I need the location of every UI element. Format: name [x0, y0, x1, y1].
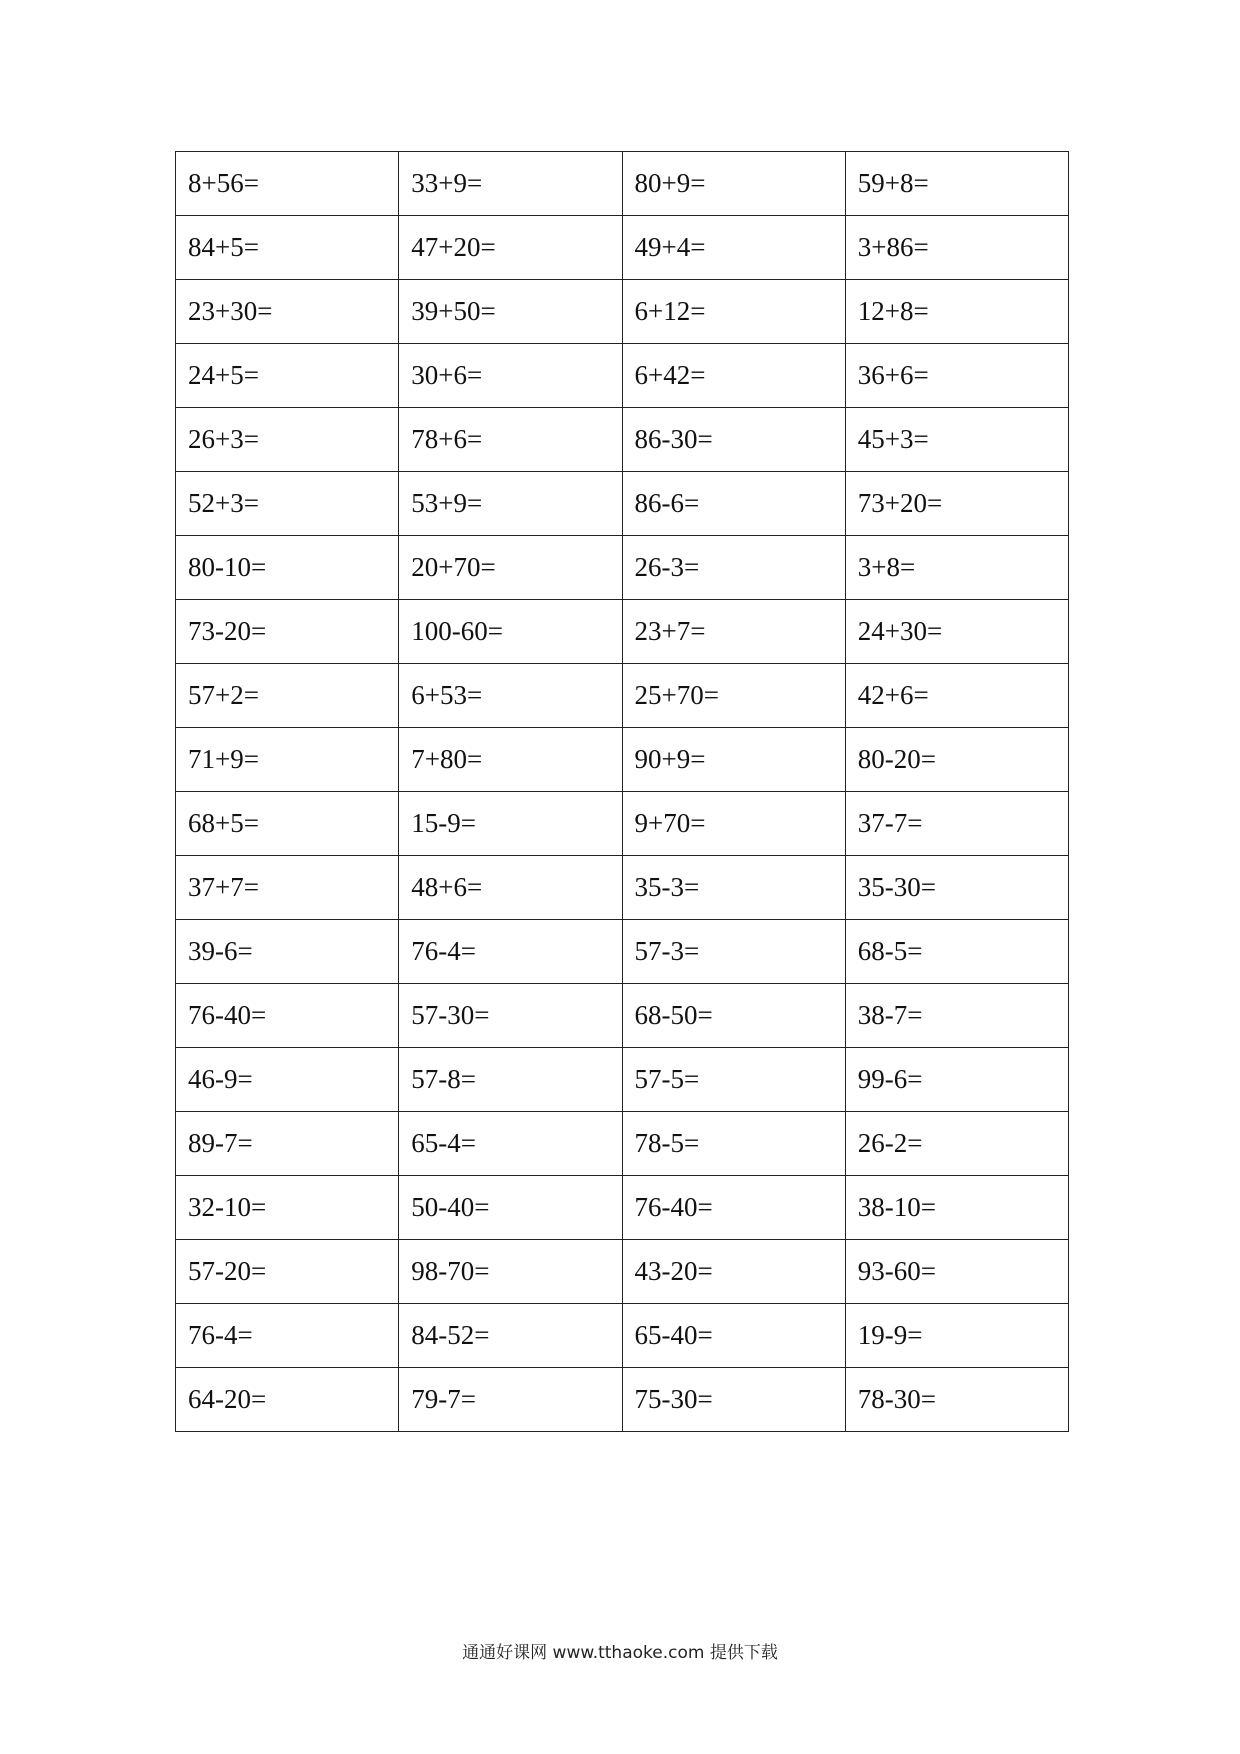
problem-cell: 100-60= — [399, 600, 622, 664]
problem-cell: 68+5= — [176, 792, 399, 856]
problem-cell: 86-30= — [622, 408, 845, 472]
problem-cell: 78-5= — [622, 1112, 845, 1176]
problem-cell: 19-9= — [845, 1304, 1068, 1368]
problem-cell: 24+5= — [176, 344, 399, 408]
problem-cell: 45+3= — [845, 408, 1068, 472]
problem-cell: 42+6= — [845, 664, 1068, 728]
table-row — [176, 408, 1069, 472]
problem-cell: 38-7= — [845, 984, 1068, 1048]
problem-cell: 8+56= — [176, 152, 399, 216]
problem-cell: 57-3= — [622, 920, 845, 984]
problem-cell: 30+6= — [399, 344, 622, 408]
problem-cell: 57-5= — [622, 1048, 845, 1112]
problem-cell: 65-40= — [622, 1304, 845, 1368]
table-row — [176, 1112, 1069, 1176]
table-row — [176, 1048, 1069, 1112]
problem-cell: 65-4= — [399, 1112, 622, 1176]
problem-cell: 23+7= — [622, 600, 845, 664]
table-row — [176, 1176, 1069, 1240]
problem-cell: 64-20= — [176, 1368, 399, 1432]
problem-cell: 76-40= — [176, 984, 399, 1048]
table-row — [176, 984, 1069, 1048]
problem-cell: 37+7= — [176, 856, 399, 920]
table-row — [176, 664, 1069, 728]
table-row — [176, 600, 1069, 664]
problem-cell: 12+8= — [845, 280, 1068, 344]
problem-cell: 25+70= — [622, 664, 845, 728]
problem-cell: 98-70= — [399, 1240, 622, 1304]
problem-cell: 26-2= — [845, 1112, 1068, 1176]
table-row — [176, 536, 1069, 600]
problem-cell: 49+4= — [622, 216, 845, 280]
problem-cell: 73-20= — [176, 600, 399, 664]
table-row — [176, 1240, 1069, 1304]
problem-cell: 36+6= — [845, 344, 1068, 408]
table-row — [176, 1304, 1069, 1368]
problem-cell: 84+5= — [176, 216, 399, 280]
problem-cell: 15-9= — [399, 792, 622, 856]
problem-cell: 20+70= — [399, 536, 622, 600]
table-row — [176, 344, 1069, 408]
problem-cell: 24+30= — [845, 600, 1068, 664]
problem-cell: 93-60= — [845, 1240, 1068, 1304]
problem-cell: 57-8= — [399, 1048, 622, 1112]
problem-cell: 78+6= — [399, 408, 622, 472]
problem-cell: 6+12= — [622, 280, 845, 344]
problem-cell: 26+3= — [176, 408, 399, 472]
table-row — [176, 472, 1069, 536]
problem-cell: 3+8= — [845, 536, 1068, 600]
problem-cell: 84-52= — [399, 1304, 622, 1368]
problem-cell: 26-3= — [622, 536, 845, 600]
problem-cell: 46-9= — [176, 1048, 399, 1112]
table-row — [176, 216, 1069, 280]
table-row — [176, 152, 1069, 216]
problem-cell: 6+42= — [622, 344, 845, 408]
problem-cell: 80+9= — [622, 152, 845, 216]
footer-credit: 通通好课网 www.tthaoke.com 提供下载 — [462, 1643, 778, 1663]
problem-cell: 23+30= — [176, 280, 399, 344]
problem-cell: 53+9= — [399, 472, 622, 536]
table-row — [176, 1368, 1069, 1432]
problem-cell: 75-30= — [622, 1368, 845, 1432]
problem-cell: 86-6= — [622, 472, 845, 536]
problem-cell: 59+8= — [845, 152, 1068, 216]
problem-cell: 39-6= — [176, 920, 399, 984]
problem-cell: 48+6= — [399, 856, 622, 920]
problem-cell: 99-6= — [845, 1048, 1068, 1112]
problem-cell: 76-4= — [176, 1304, 399, 1368]
problem-cell: 68-5= — [845, 920, 1068, 984]
table-row — [176, 792, 1069, 856]
problem-cell: 3+86= — [845, 216, 1068, 280]
problem-cell: 73+20= — [845, 472, 1068, 536]
problem-cell: 80-10= — [176, 536, 399, 600]
problem-cell: 76-4= — [399, 920, 622, 984]
problem-cell: 32-10= — [176, 1176, 399, 1240]
table-row — [176, 728, 1069, 792]
problem-cell: 43-20= — [622, 1240, 845, 1304]
problem-cell: 9+70= — [622, 792, 845, 856]
problem-cell: 39+50= — [399, 280, 622, 344]
problem-cell: 71+9= — [176, 728, 399, 792]
table-row — [176, 280, 1069, 344]
problem-cell: 79-7= — [399, 1368, 622, 1432]
arithmetic-worksheet-table — [175, 151, 1069, 1432]
problem-cell: 78-30= — [845, 1368, 1068, 1432]
problem-cell: 33+9= — [399, 152, 622, 216]
problem-cell: 68-50= — [622, 984, 845, 1048]
problem-cell: 80-20= — [845, 728, 1068, 792]
problem-cell: 52+3= — [176, 472, 399, 536]
problem-cell: 57-20= — [176, 1240, 399, 1304]
problem-cell: 6+53= — [399, 664, 622, 728]
problem-cell: 50-40= — [399, 1176, 622, 1240]
problem-cell: 90+9= — [622, 728, 845, 792]
table-row — [176, 856, 1069, 920]
problem-cell: 76-40= — [622, 1176, 845, 1240]
problem-cell: 47+20= — [399, 216, 622, 280]
problem-cell: 57+2= — [176, 664, 399, 728]
worksheet-body — [176, 152, 1069, 1432]
problem-cell: 38-10= — [845, 1176, 1068, 1240]
problem-cell: 35-3= — [622, 856, 845, 920]
problem-cell: 7+80= — [399, 728, 622, 792]
problem-cell: 57-30= — [399, 984, 622, 1048]
problem-cell: 37-7= — [845, 792, 1068, 856]
problem-cell: 89-7= — [176, 1112, 399, 1176]
problem-cell: 35-30= — [845, 856, 1068, 920]
table-row — [176, 920, 1069, 984]
